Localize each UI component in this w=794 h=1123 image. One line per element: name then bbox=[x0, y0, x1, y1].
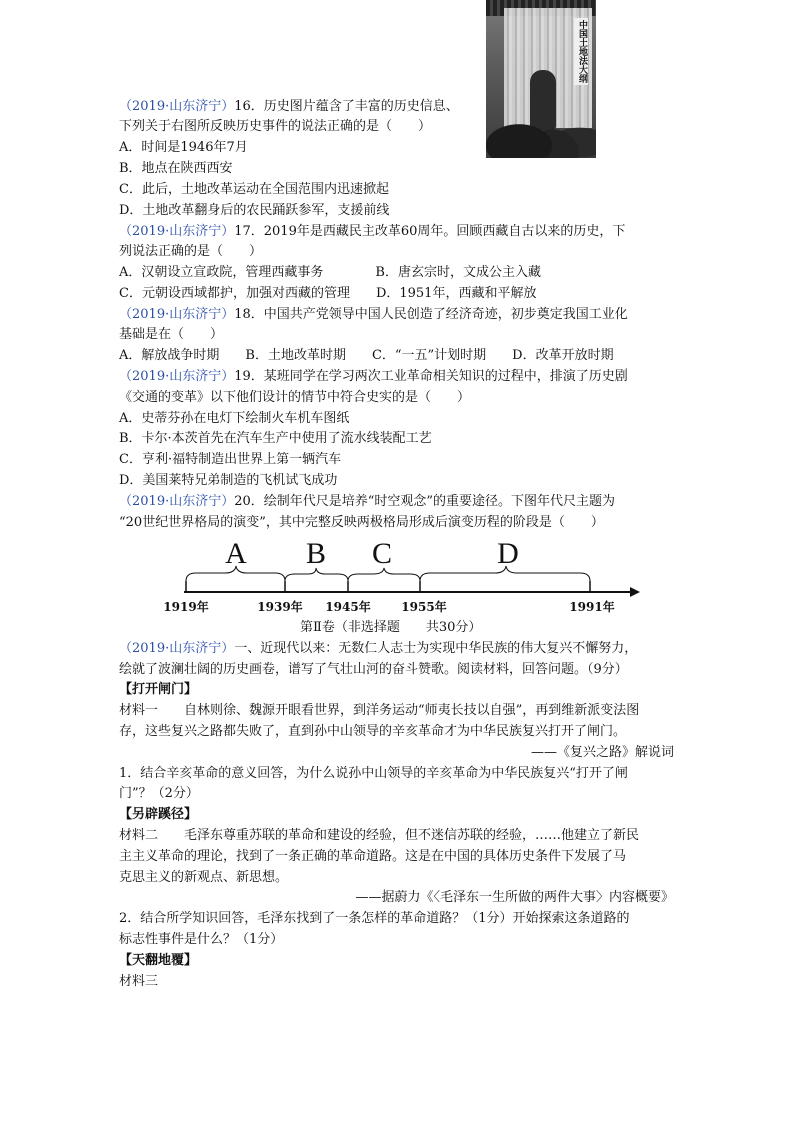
label-c: C bbox=[371, 537, 393, 570]
q16-stem-line2: 下列关于右图所反映历史事件的说法正确的是（ ） bbox=[119, 119, 432, 134]
label-a: A bbox=[225, 537, 247, 570]
q19-option-b: B．卡尔·本茨首先在汽车生产中使用了流水线装配工艺 bbox=[119, 431, 432, 446]
q17-options-ab: A．汉朝设立宣政院，管理西藏事务 B．唐玄宗时，文成公主入藏 bbox=[119, 265, 541, 280]
question1-line1: 1．结合辛亥革命的意义回答，为什么说孙中山领导的辛亥革命为中华民族复兴“打开了闸 bbox=[119, 766, 628, 781]
year-1939: 1939年 bbox=[257, 600, 303, 614]
q16-source: （2019·山东济宁） bbox=[119, 99, 235, 114]
material2-line1: 材料二 毛泽东尊重苏联的革命和建设的经验，但不迷信苏联的经验，……他建立了新民 bbox=[119, 828, 640, 843]
q17-stem1: 17．2019年是西藏民主改革60周年。回顾西藏自古以来的历史，下 bbox=[234, 224, 626, 239]
big1-stem-line2: 绘就了波澜壮阔的历史画卷，谱写了气壮山河的奋斗赞歌。阅读材料，回答问题。（9分） bbox=[119, 662, 628, 677]
question2-line1: 2．结合所学知识回答，毛泽东找到了一条怎样的革命道路？（1分）开始探索这条道路的 bbox=[119, 911, 630, 926]
q20-source: （2019·山东济宁） bbox=[119, 494, 235, 509]
q17-stem-line2: 列说法正确的是（ ） bbox=[119, 244, 263, 259]
photo-caption: 中国土地法大纲 bbox=[574, 18, 588, 85]
q17-options-cd: C．元朝设西域都护，加强对西藏的管理 D．1951年，西藏和平解放 bbox=[119, 286, 537, 301]
q20-stem1: 20．绘制年代尺是培养“时空观念”的重要途径。下图年代尺主题为 bbox=[234, 494, 616, 509]
big1-stem1: 一、近现代以来：无数仁人志士为实现中华民族的伟大复兴不懈努力， bbox=[234, 641, 638, 656]
sec3-heading: 【天翻地覆】 bbox=[119, 953, 198, 968]
material1-line2: 存，这些复兴之路都失败了，直到孙中山领导的辛亥革命才为中华民族复兴打开了闸门。 bbox=[119, 724, 627, 739]
timeline-arrow bbox=[630, 587, 640, 597]
sec2-heading: 【另辟蹊径】 bbox=[119, 807, 198, 822]
material1-source: ——《复兴之路》解说词 bbox=[530, 745, 674, 760]
sec1-heading: 【打开闸门】 bbox=[119, 682, 198, 697]
q19-option-a: A．史蒂芬孙在电灯下绘制火车机车图纸 bbox=[119, 411, 350, 426]
big1-stem-line1 bbox=[119, 640, 637, 658]
q17-stem-line1 bbox=[119, 223, 625, 241]
question1-line2: 门”？（2分） bbox=[119, 786, 199, 801]
q19-option-c: C．亨利·福特制造出世界上第一辆汽车 bbox=[119, 452, 342, 467]
question2-line2: 标志性事件是什么？（1分） bbox=[119, 932, 284, 947]
photo-crowd bbox=[486, 96, 596, 158]
year-1955: 1955年 bbox=[401, 600, 447, 614]
q16-option-d: D．土地改革翻身后的农民踊跃参军，支援前线 bbox=[119, 203, 390, 218]
q19-stem-line1 bbox=[119, 368, 628, 386]
q16-option-b: B．地点在陕西西安 bbox=[119, 161, 233, 176]
q17-source: （2019·山东济宁） bbox=[119, 224, 235, 239]
q19-option-d: D．美国莱特兄弟制造的飞机试飞成功 bbox=[119, 473, 338, 488]
q18-source: （2019·山东济宁） bbox=[119, 307, 235, 322]
label-b: B bbox=[305, 537, 327, 570]
year-1919: 1919年 bbox=[163, 600, 209, 614]
material1-line1: 材料一 自林则徐、魏源开眼看世界，到洋务运动“师夷长技以自强”，再到维新派变法图 bbox=[119, 703, 640, 718]
q16-stem1: 16．历史图片蕴含了丰富的历史信息、 bbox=[234, 99, 459, 114]
q16-option-a: A．时间是1946年7月 bbox=[119, 140, 248, 155]
historical-photo bbox=[486, 0, 596, 158]
part2-title: 第Ⅱ卷（非选择题 共30分） bbox=[300, 620, 482, 635]
q18-stem-line2: 基础是在（ ） bbox=[119, 327, 224, 342]
q19-stem1: 19．某班同学在学习两次工业革命相关知识的过程中，排演了历史剧 bbox=[234, 369, 628, 384]
q19-source: （2019·山东济宁） bbox=[119, 369, 235, 384]
big1-source: （2019·山东济宁） bbox=[119, 641, 235, 656]
q16-option-c: C．此后，土地改革运动在全国范围内迅速掀起 bbox=[119, 182, 389, 197]
year-1945: 1945年 bbox=[325, 600, 371, 614]
q16-stem-line1 bbox=[119, 98, 459, 116]
q19-stem-line2: 《交通的变革》以下他们设计的情节中符合史实的是（ ） bbox=[119, 390, 471, 405]
year-1991: 1991年 bbox=[569, 600, 615, 614]
q18-stem1: 18．中国共产党领导中国人民创造了经济奇迹，初步奠定我国工业化 bbox=[234, 307, 628, 322]
q18-options: A．解放战争时期 B．土地改革时期 C．“一五”计划时期 D．改革开放时期 bbox=[119, 348, 614, 363]
material3-label: 材料三 bbox=[119, 974, 159, 989]
material2-source: ——据蔚力《〈毛泽东一生所做的两件大事〉内容概要》 bbox=[355, 890, 674, 905]
q20-stem-line2: “20世纪世界格局的演变”，其中完整反映两极格局形成后演变历程的阶段是（ ） bbox=[119, 515, 604, 530]
q18-stem-line1 bbox=[119, 306, 628, 324]
material2-line2: 主主义革命的理论，找到了一条正确的革命道路。这是在中国的具体历史条件下发展了马 bbox=[119, 849, 627, 864]
timeline-chart bbox=[150, 533, 650, 618]
label-d: D bbox=[497, 537, 519, 570]
q20-stem-line1 bbox=[119, 493, 615, 511]
material2-line3: 克思主义的新观点、新思想。 bbox=[119, 870, 289, 885]
